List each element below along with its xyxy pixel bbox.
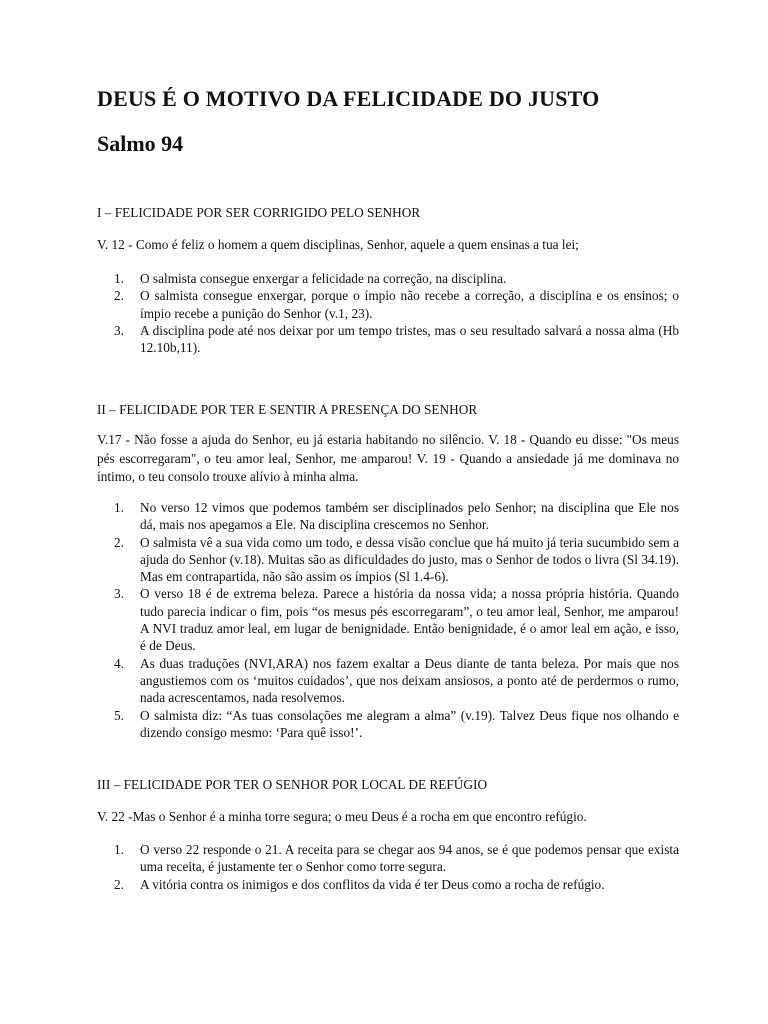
- list-item-number: 1.: [114, 271, 124, 286]
- list-item-text: O salmista consegue enxergar a felicidade na correção, na disciplina.: [140, 271, 507, 286]
- list-item: [97, 876, 679, 893]
- list-item: [97, 322, 679, 357]
- section-1-heading: I – FELICIDADE POR SER CORRIGIDO PELO SENHOR: [97, 205, 421, 220]
- list-item-number: 1.: [114, 842, 124, 857]
- section-2-list: [97, 499, 679, 741]
- document-subtitle: Salmo 94: [97, 131, 184, 156]
- list-item-number: 5.: [114, 707, 124, 723]
- list-item-text: A vitória contra os inimigos e dos conflitos da vida é ter Deus como a rocha de refúgio.: [140, 876, 605, 892]
- list-item: [97, 655, 679, 707]
- list-item-number: 4.: [114, 655, 124, 671]
- list-item: [97, 287, 679, 322]
- list-item-text: O salmista vê a sua vida como um todo, e dessa visão conclue que há muito já teria sucumbido sem a ajuda do Senhor (v.18). Muitas são as dificuldades do justo, mas o Senhor de todos o livra (Sl 34.19). Mas em contrapartida, não são assim os ímpios (Sl 1.4-6).: [140, 534, 679, 585]
- section-3-heading: III – FELICIDADE POR TER O SENHOR POR LOCAL DE REFÚGIO: [97, 777, 488, 792]
- list-item: [97, 534, 679, 586]
- list-item: [97, 707, 679, 742]
- section-1-list: [97, 270, 679, 356]
- list-item-number: 3.: [114, 586, 124, 602]
- section-3-list: [97, 841, 679, 893]
- list-item-text: O salmista diz: “As tuas consolações me alegram a alma” (v.19). Talvez Deus fique nos olhando e dizendo consigo mesmo: ‘Para quê isso!’.: [140, 707, 679, 740]
- list-item: [97, 270, 679, 287]
- list-item: [97, 499, 679, 534]
- list-item-text: O verso 22 responde o 21. A receita para se chegar aos 94 anos, se é que podemos pensar que exista uma receita, é justamente ter o Senhor como torre segura.: [140, 842, 679, 875]
- section-2-verse: V.17 - Não fosse a ajuda do Senhor, eu já estaria habitando no silêncio. V. 18 - Quando eu disse: "Os meus pés escorregaram", o teu amor leal, Senhor, me amparou! V. 19 - Quando a ansiedade já me dominava no íntimo, o teu consolo trouxe alívio à minha alma.: [97, 432, 679, 484]
- list-item-text: O salmista consegue enxergar, porque o ímpio não recebe a correção, a disciplina e os ensinos; o ímpio recebe a punição do Senhor (v.1, 23).: [140, 288, 679, 321]
- section-1-verse: V. 12 - Como é feliz o homem a quem disciplinas, Senhor, aquele a quem ensinas a tua lei;: [97, 237, 579, 252]
- list-item-number: 3.: [114, 322, 124, 338]
- list-item-text: O verso 18 é de extrema beleza. Parece a história da nossa vida; a nossa própria história. Quando tudo parecia indicar o fim, pois “os mesus pés escorregaram”, o teu amor leal, Senhor, me amparou! A NVI traduz amor leal, em lugar de benignidade. Então benignidade, é o amor leal em ação, e isso, é de Deus.: [140, 586, 679, 654]
- section-2-heading: II – FELICIDADE POR TER E SENTIR A PRESENÇA DO SENHOR: [97, 402, 478, 417]
- list-item-number: 2.: [114, 534, 124, 550]
- list-item-text: No verso 12 vimos que podemos também ser disciplinados pelo Senhor; na disciplina que Ele nos dá, mais nos apegamos a Ele. Na disciplina crescemos no Senhor.: [140, 500, 679, 533]
- list-item: [97, 841, 679, 876]
- list-item-number: 2.: [114, 288, 124, 304]
- list-item: [97, 585, 679, 654]
- list-item-text: As duas traduções (NVI,ARA) nos fazem exaltar a Deus diante de tanta beleza. Por mais que nos angustiemos com os ‘muitos cuidados’, que nos deixam ansiosos, a ponto até de perdermos o rumo, nada acrescentamos, nada resolvemos.: [140, 655, 679, 706]
- document-title: DEUS É O MOTIVO DA FELICIDADE DO JUSTO: [97, 86, 600, 111]
- list-item-number: 1.: [114, 500, 124, 515]
- list-item-text: A disciplina pode até nos deixar por um tempo tristes, mas o seu resultado salvará a nossa alma (Hb 12.10b,11).: [140, 322, 679, 356]
- list-item-number: 2.: [114, 876, 124, 892]
- section-3-verse: V. 22 -Mas o Senhor é a minha torre segura; o meu Deus é a rocha em que encontro refúgio.: [97, 809, 587, 824]
